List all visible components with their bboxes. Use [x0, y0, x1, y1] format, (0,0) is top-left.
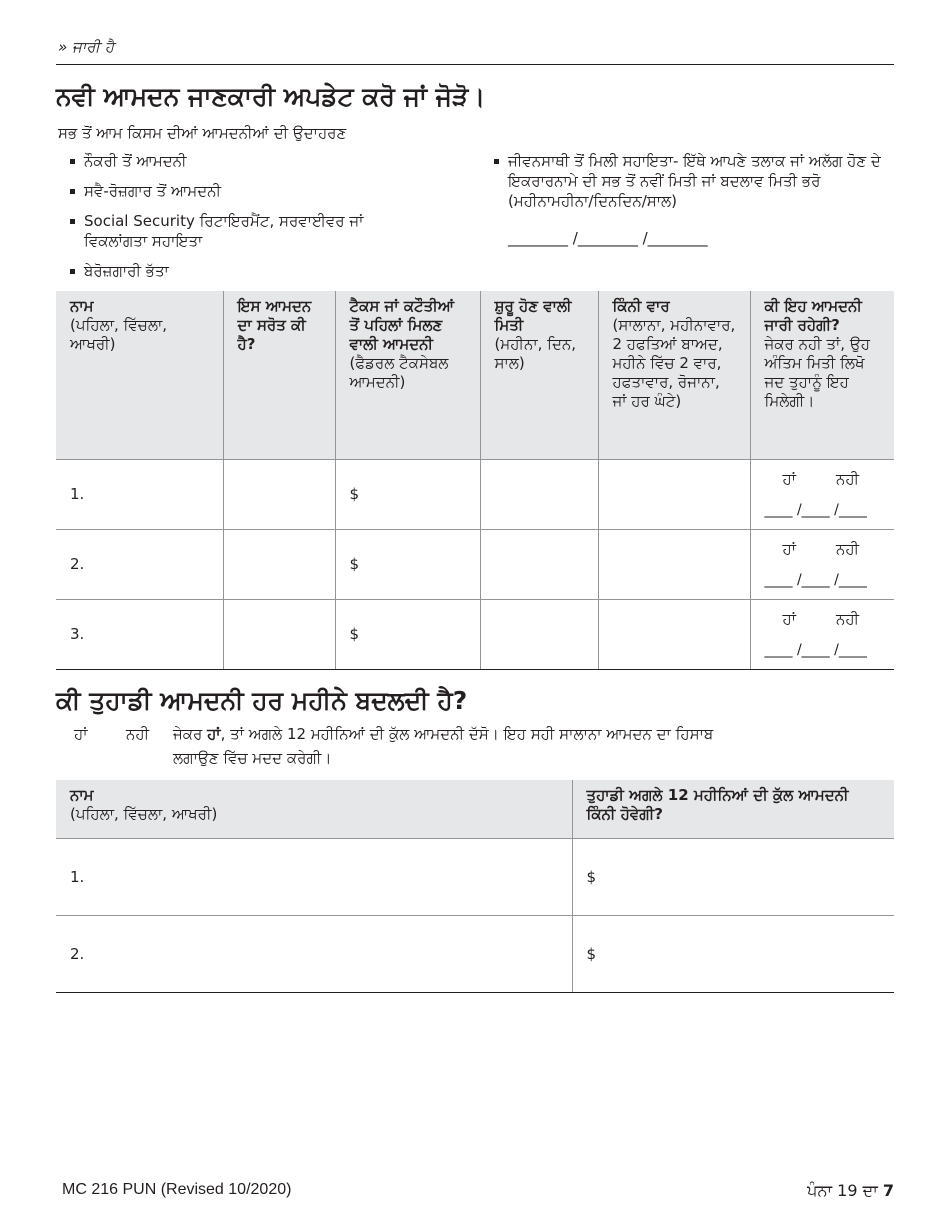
page-number: ਪੰਨਾ 19 ਦਾ 7 — [807, 1181, 894, 1200]
col-source-header: ਇਸ ਆਮਦਨ ਦਾ ਸਰੋਤ ਕੀ ਹੈ? — [223, 291, 335, 459]
name-cell[interactable] — [56, 838, 572, 915]
yes-option[interactable]: ਹਾਂ — [782, 610, 796, 628]
continue-cell — [750, 529, 894, 599]
col-continue-header: ਕੀ ਇਹ ਆਮਦਨੀ ਜਾਰੀ ਰਹੇਗੀ? ਜੇਕਰ ਨਹੀ ਤਾਂ, ਉਹ ਅੰਤਿਮ ਮਿਤੀ ਲਿਖੋ ਜਦ ਤੁਹਾਨੂੰ ਇਹ ਮਿਲੇਗੀ। — [750, 291, 894, 459]
annual-total-cell[interactable] — [572, 915, 894, 992]
income-table — [56, 291, 894, 670]
yes-option[interactable]: ਹਾਂ — [782, 470, 796, 488]
dollar-sign: $ — [586, 867, 597, 886]
end-date-field[interactable]: ____ /____ /____ — [764, 572, 867, 588]
example-self-employment: ਸਵੈ-ਰੋਜ਼ਗਾਰ ਤੋਂ ਆਮਦਨੀ — [70, 181, 464, 201]
name-cell[interactable] — [56, 529, 223, 599]
no-option[interactable]: ਨਹੀ — [835, 470, 860, 488]
end-date-field[interactable]: ____ /____ /____ — [764, 502, 867, 518]
no-option[interactable]: ਨਹੀ — [835, 610, 860, 628]
row-number: 3. — [70, 625, 85, 643]
form-id: MC 216 PUN (Revised 10/2020) — [62, 1181, 292, 1198]
annual-income-table-header — [56, 780, 894, 838]
continued-label: » ਜਾਰੀ ਹੈ — [58, 38, 114, 56]
continue-cell — [750, 599, 894, 669]
example-job-income: ਨੌਕਰੀ ਤੋਂ ਆਮਦਨੀ — [70, 151, 464, 171]
col-name-header: ਨਾਮ (ਪਹਿਲਾ, ਵਿੱਚਲਾ, ਆਖਰੀ) — [56, 291, 223, 459]
section2-title: ਕੀ ਤੁਹਾਡੀ ਆਮਦਨੀ ਹਰ ਮਹੀਨੇ ਬਦਲਦੀ ਹੈ? — [56, 686, 468, 715]
spousal-support-date-field[interactable]: ________ /________ /________ — [508, 229, 708, 247]
frequency-cell[interactable] — [598, 459, 750, 529]
monthly-change-no-option[interactable]: ਨਹੀ — [126, 725, 150, 743]
name-cell[interactable] — [56, 599, 223, 669]
monthly-change-instruction-line2: ਲਗਾਉਣ ਵਿੱਚ ਮਦਦ ਕਰੇਗੀ। — [173, 749, 332, 767]
top-divider — [56, 64, 894, 65]
continue-cell — [750, 459, 894, 529]
monthly-change-yes-option[interactable]: ਹਾਂ — [74, 725, 88, 743]
col-annual-total-header: ਤੁਹਾਡੀ ਅਗਲੇ 12 ਮਹੀਨਿਆਂ ਦੀ ਕੁੱਲ ਆਮਦਨੀ ਕਿੰਨੀ ਹੋਵੇਗੀ? — [572, 780, 894, 838]
income-cell[interactable] — [335, 529, 480, 599]
table-row — [56, 599, 894, 669]
monthly-change-instruction: ਜੇਕਰ ਹਾਂ, ਤਾਂ ਅਗਲੇ 12 ਮਹੀਨਿਆਂ ਦੀ ਕੁੱਲ ਆਮਦਨੀ ਦੱਸੋ। ਇਹ ਸਹੀ ਸਾਲਾਨਾ ਆਮਦਨ ਦਾ ਹਿਸਾਬ — [173, 725, 714, 743]
section1-title: ਨਵੀ ਆਮਦਨ ਜਾਣਕਾਰੀ ਅਪਡੇਟ ਕਰੋ ਜਾਂ ਜੋੜੋ। — [56, 82, 486, 111]
row-number: 2. — [70, 555, 85, 573]
start-date-cell[interactable] — [480, 599, 598, 669]
dollar-sign: $ — [349, 485, 360, 503]
section1-subtitle: ਸਭ ਤੋਂ ਆਮ ਕਿਸਮ ਦੀਆਂ ਆਮਦਨੀਆਂ ਦੀ ਉਦਾਹਰਣ — [58, 124, 347, 142]
income-cell[interactable] — [335, 459, 480, 529]
dollar-sign: $ — [349, 555, 360, 573]
example-spousal-support: ਜੀਵਨਸਾਥੀ ਤੋਂ ਮਿਲੀ ਸਹਾਇਤਾ- ਇੱਥੇ ਆਪਣੇ ਤਲਾਕ ਜਾਂ ਅਲੱਗ ਹੋਣ ਦੇ ਇਕਰਾਰਨਾਮੇ ਦੀ ਸਭ ਤੋਂ ਨਵੀਂ ਮਿਤੀ ਜਾਂ ਬਦਲਾਵ ਮਿਤੀ ਭਰੋ (ਮਹੀਨਾਮਹੀਨਾ/ਦਿਨਦਿਨ/ਸਾਲ) — [494, 151, 900, 211]
table-row — [56, 459, 894, 529]
annual-income-table — [56, 780, 894, 993]
row-number: 2. — [70, 944, 85, 963]
income-cell[interactable] — [335, 599, 480, 669]
start-date-cell[interactable] — [480, 459, 598, 529]
col-frequency-header: ਕਿੰਨੀ ਵਾਰ (ਸਾਲਾਨਾ, ਮਹੀਨਾਵਾਰ, 2 ਹਫਤਿਆਂ ਬਾਅਦ, ਮਹੀਨੇ ਵਿੱਚ 2 ਵਾਰ, ਹਫਤਾਵਾਰ, ਰੋਜਾਨਾ, ਜਾਂ ਹਰ ਘੰਟੇ) — [598, 291, 750, 459]
dollar-sign: $ — [586, 944, 597, 963]
start-date-cell[interactable] — [480, 529, 598, 599]
col-gross-income-header: ਟੈਕਸ ਜਾਂ ਕਟੌਤੀਆਂ ਤੋਂ ਪਹਿਲਾਂ ਮਿਲਣ ਵਾਲੀ ਆਮਦਨੀ (ਫੈਡਰਲ ਟੈਕਸੇਬਲ ਆਮਦਨੀ) — [335, 291, 480, 459]
table-row — [56, 529, 894, 599]
yes-option[interactable]: ਹਾਂ — [782, 540, 796, 558]
name-cell[interactable] — [56, 915, 572, 992]
annual-total-cell[interactable] — [572, 838, 894, 915]
dollar-sign: $ — [349, 625, 360, 643]
name-cell[interactable] — [56, 459, 223, 529]
table-row — [56, 915, 894, 992]
source-cell[interactable] — [223, 459, 335, 529]
frequency-cell[interactable] — [598, 529, 750, 599]
col-name-header: ਨਾਮ (ਪਹਿਲਾ, ਵਿੱਚਲਾ, ਆਖਰੀ) — [56, 780, 572, 838]
row-number: 1. — [70, 485, 85, 503]
frequency-cell[interactable] — [598, 599, 750, 669]
source-cell[interactable] — [223, 599, 335, 669]
end-date-field[interactable]: ____ /____ /____ — [764, 642, 867, 658]
col-start-date-header: ਸ਼ੁਰੂ ਹੋਣ ਵਾਲੀ ਮਿਤੀ (ਮਹੀਨਾ, ਦਿਨ, ਸਾਲ) — [480, 291, 598, 459]
row-number: 1. — [70, 867, 85, 886]
example-unemployment: ਬੇਰੋਜ਼ਗਾਰੀ ਭੱਤਾ — [70, 261, 464, 281]
income-table-header — [56, 291, 894, 459]
example-social-security: Social Security ਰਿਟਾਇਰਮੈਂਟ, ਸਰਵਾਈਵਰ ਜਾਂ ਵਿਕਲਾਂਗਤਾ ਸਹਾਇਤਾ — [70, 211, 424, 251]
source-cell[interactable] — [223, 529, 335, 599]
no-option[interactable]: ਨਹੀ — [835, 540, 860, 558]
table-row — [56, 838, 894, 915]
